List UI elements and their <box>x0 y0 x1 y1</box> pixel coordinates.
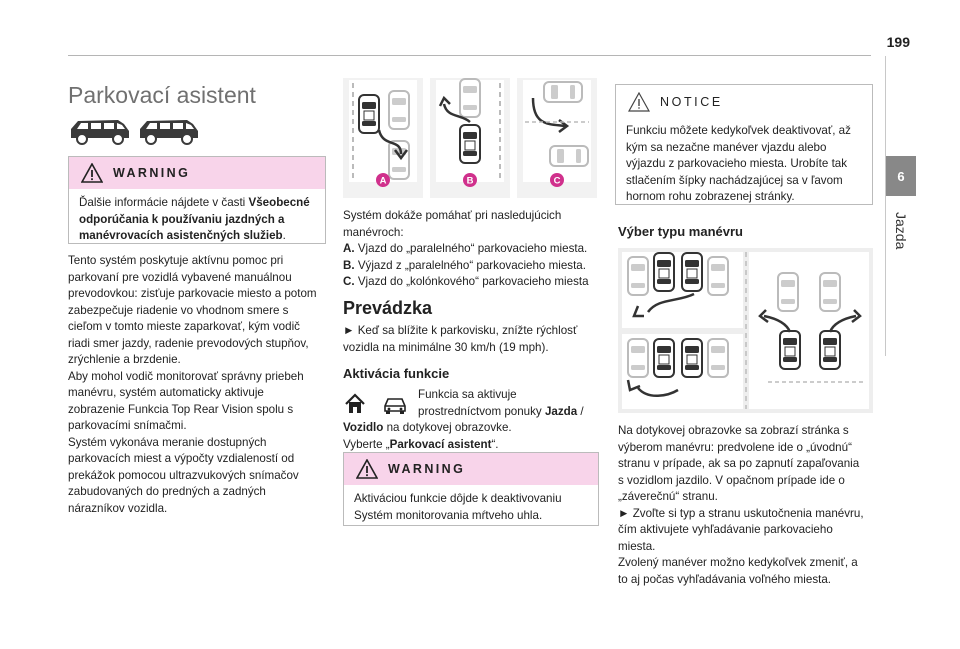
header-rule <box>68 55 871 56</box>
activation-text <box>343 420 605 453</box>
text-line: ► Zvoľte si typ a stranu uskutočnenia manévru, <box>618 506 864 520</box>
text-line: to aj počas vyhľadávania voľného miesta. <box>618 572 832 586</box>
notice-text: Funkciu môžete kedykoľvek deaktivovať, až <box>626 124 851 137</box>
maneuver-key: C. <box>343 275 355 288</box>
warning-text: Ďalšie informácie nájdete v časti <box>79 196 249 209</box>
notice-text: výjazdu z parkovacieho miesta. Urobíte tak <box>626 157 848 170</box>
warning-text: Aktiváciou funkcie dôjde k deaktivovaniu <box>354 492 562 505</box>
text-line: Vyberte „ <box>343 437 390 451</box>
warning-label: WARNING <box>388 462 466 476</box>
menu-name-jazda: Jazda <box>544 404 578 418</box>
subheading-activation: Aktivácia funkcie <box>343 366 450 381</box>
diagram-label-b: B <box>466 175 474 187</box>
maneuver-selection-diagram <box>618 248 873 413</box>
maneuvers-paragraph <box>343 208 603 291</box>
diagram-label-a: A <box>379 175 387 187</box>
text-line: parkovaní pre vozidlá vybavené manuálnou <box>68 270 292 284</box>
notice-icon <box>628 92 650 112</box>
function-name: Parkovací asistent <box>389 437 492 451</box>
maneuver-paragraph <box>618 423 880 588</box>
intro-paragraph <box>68 253 330 517</box>
text-line: Zvolený manéver možno kedykoľvek zmeniť, a <box>618 556 858 569</box>
maneuver-text: Vjazd do „kolónkového“ parkovacieho miesta <box>357 275 589 288</box>
text-line: “. <box>491 437 499 451</box>
text-line: prekážok pomocou ultrazvukových snímačov <box>68 468 299 482</box>
maneuver-item <box>343 274 603 291</box>
home-icon <box>343 392 367 416</box>
text-line: Na dotykovej obrazovke sa zobrazí stránka s <box>618 424 849 437</box>
text-line: vozidla na minimálne 30 km/h (19 mph). <box>343 340 549 354</box>
warning-label: WARNING <box>113 166 191 180</box>
maneuver-item <box>343 241 603 258</box>
maneuver-item <box>343 258 603 275</box>
warning-icon <box>356 459 378 479</box>
text-line: „záverečnú“ stranu. <box>618 490 718 503</box>
text-line: na dotykovej obrazovke. <box>383 421 512 434</box>
notice-box <box>615 84 873 205</box>
text-line: riadi smer jazdy, radenie prevodových stupňov, <box>68 336 309 350</box>
warning-text-bold: Všeobecné <box>248 196 310 209</box>
parking-maneuvers-diagram <box>343 78 597 198</box>
menu-name-vozidlo: Vozidlo <box>343 421 384 434</box>
text-line: Systém vykonáva meranie dostupných <box>68 435 267 449</box>
text-line: / <box>577 404 584 418</box>
warning-text: . <box>282 229 286 242</box>
text-line: zobrazenie Funkcia Top Rear Vision spolu s <box>68 402 294 416</box>
text-line: výberom manévru: predvolene ide o „úvodnú“ <box>618 440 852 454</box>
maneuver-text: Vjazd do „paralelného“ parkovacieho miesta. <box>357 242 588 255</box>
text-line: miesta. <box>618 539 656 553</box>
maneuver-key: B. <box>343 258 355 272</box>
van-side-icon <box>137 116 201 146</box>
text-line: zabezpečuje riadenie vo vhodnom smere s <box>68 303 289 317</box>
text-line: prostredníctvom ponuky <box>418 404 545 418</box>
text-line: parkovacími snímačmi. <box>68 419 187 432</box>
subheading-maneuver-type: Výber typu manévru <box>618 224 743 239</box>
operation-paragraph <box>343 323 603 356</box>
van-side-icon <box>68 116 132 146</box>
text-line: Funkcia sa aktivuje <box>418 388 517 401</box>
text-line: zabudovaných do predných a zadných <box>68 485 266 498</box>
notice-text: kým sa nezačne manéver vjazdu alebo <box>626 140 827 154</box>
diagram-label-c: C <box>553 175 561 187</box>
maneuver-key: A. <box>343 242 355 255</box>
notice-text: stlačením šípky nachádzajúcej sa v ľavom <box>626 173 843 187</box>
notice-label: NOTICE <box>660 94 723 109</box>
warning-header <box>69 156 325 189</box>
warning-header <box>344 452 598 485</box>
page-number: 199 <box>886 34 910 50</box>
maneuver-text: Výjazd z „paralelného“ parkovacieho miesta. <box>357 258 586 272</box>
text-line: s vozidlom jazdilo. V opačnom prípade ide o <box>618 473 845 487</box>
activation-text-right <box>418 387 608 420</box>
chapter-tab[interactable]: 6 <box>886 156 916 196</box>
text-line: prevodovkou: zisťuje parkovacie miesto a potom <box>68 287 317 300</box>
text-line: Tento systém poskytuje aktívnu pomoc pri <box>68 254 284 267</box>
text-line: nárazníkov vozidla. <box>68 501 168 515</box>
text-line: ► Keď sa blížite k parkovisku, znížte rýchlosť <box>343 324 578 337</box>
notice-header <box>616 85 872 118</box>
notice-text: hornom rohu zobrazenej stránky. <box>626 190 795 203</box>
text-line: zrýchlenie a brzdenie. <box>68 353 181 366</box>
chapter-name: Jazda <box>893 212 909 250</box>
text-line: čím aktivujete vyhľadávanie parkovacieho <box>618 523 833 536</box>
text-line: manévru, systém automaticky aktivuje <box>68 386 264 399</box>
text-line: parkovacích miest a výpočty vzdialeností od <box>68 452 295 465</box>
text-line: Systém dokáže pomáhať pri nasledujúcich <box>343 209 562 222</box>
chapter-divider <box>885 56 886 356</box>
warning-text-bold: odporúčania k používaniu jazdných a <box>79 212 285 226</box>
text-line: cieľom v tomto mieste zaparkovať, kým vodič <box>68 320 300 333</box>
warning-box <box>343 452 599 526</box>
warning-text-bold: manévrovacích asistenčných služieb <box>79 229 283 242</box>
section-heading-operation: Prevádzka <box>343 298 433 318</box>
warning-icon <box>81 163 103 183</box>
text-line: manévroch: <box>343 225 404 239</box>
warning-text: Systém monitorovania mŕtveho uhla. <box>354 508 543 522</box>
page-title: Parkovací asistent <box>68 82 256 108</box>
car-settings-icon <box>381 392 409 416</box>
text-line: stranu v prípade, ak sa po zapnutí zapaľovania <box>618 457 860 470</box>
text-line: Aby mohol vodič monitorovať správny priebeh <box>68 369 304 383</box>
warning-box <box>68 156 326 244</box>
